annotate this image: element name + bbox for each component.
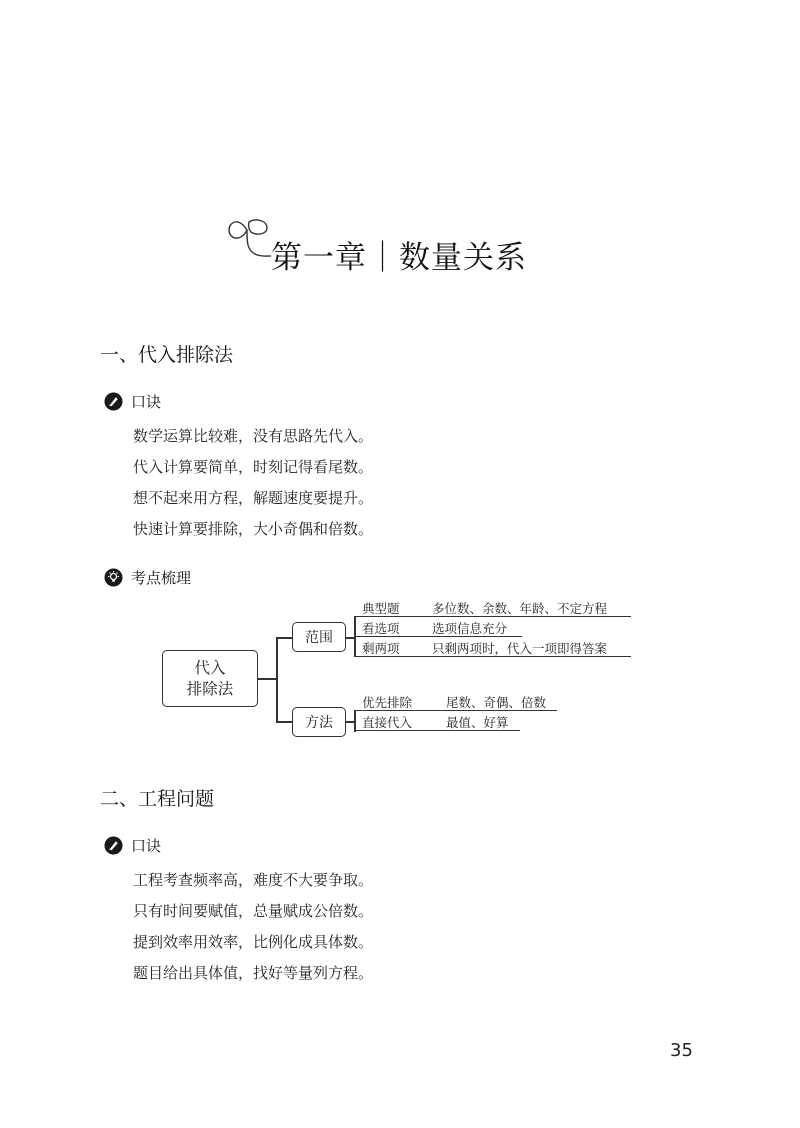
verse-heading-label: 口诀 xyxy=(131,393,162,411)
mindmap-branch-method: 方法 xyxy=(292,707,346,737)
chapter-title: 第一章｜数量关系 xyxy=(271,240,527,276)
mindmap-leaf-key: 看选项 xyxy=(362,621,400,636)
section-title-1: 一、代入排除法 xyxy=(100,344,234,366)
connector xyxy=(276,637,292,639)
mindmap-leaf-key: 优先排除 xyxy=(362,695,413,710)
verse-heading-2 xyxy=(104,835,161,856)
connector xyxy=(346,721,354,723)
verse-line: 题目给出具体值，找好等量列方程。 xyxy=(133,964,374,982)
mindmap-leaf-value: 多位数、余数、年龄、不定方程 xyxy=(432,601,608,616)
section-title-2: 二、工程问题 xyxy=(100,788,215,810)
connector xyxy=(276,721,292,723)
connector xyxy=(276,637,278,722)
mindmap-leaf-value: 只剩两项时，代入一项即得答案 xyxy=(432,641,608,656)
verse-line: 快速计算要排除，大小奇偶和倍数。 xyxy=(133,520,374,538)
page-number: 35 xyxy=(670,1040,693,1061)
verse-line: 提到效率用效率，比例化成具体数。 xyxy=(133,933,374,951)
mindmap-leaf-key: 直接代入 xyxy=(362,715,413,730)
mindmap-leaf-key: 剩两项 xyxy=(362,641,400,656)
connector xyxy=(346,637,354,639)
verse-line: 只有时间要赋值，总量赋成公倍数。 xyxy=(133,902,374,920)
verse-line: 想不起来用方程，解题速度要提升。 xyxy=(133,489,374,507)
mindmap-leaf-value: 尾数、奇偶、倍数 xyxy=(446,695,547,710)
mindmap-root-line: 排除法 xyxy=(186,679,234,698)
verse-heading-label: 口诀 xyxy=(131,837,162,855)
mindmap-branch-range: 范围 xyxy=(292,622,346,652)
verse-block-2 xyxy=(133,865,373,989)
connector xyxy=(354,710,356,732)
map-heading-label: 考点梳理 xyxy=(131,569,192,587)
mindmap-leaf-value: 最值、好算 xyxy=(446,715,509,730)
mindmap-root-line: 代入 xyxy=(194,658,226,677)
mindmap-root xyxy=(162,650,258,707)
verse-line: 工程考查频率高，难度不大要争取。 xyxy=(133,871,374,889)
mindmap-leaf-key: 典型题 xyxy=(362,601,400,616)
verse-line: 数学运算比较难，没有思路先代入。 xyxy=(133,427,374,445)
pen-badge-icon xyxy=(104,836,123,855)
verse-line: 代入计算要简单，时刻记得看尾数。 xyxy=(133,458,374,476)
connector xyxy=(258,678,276,680)
mindmap-leaf-value: 选项信息充分 xyxy=(432,621,508,636)
